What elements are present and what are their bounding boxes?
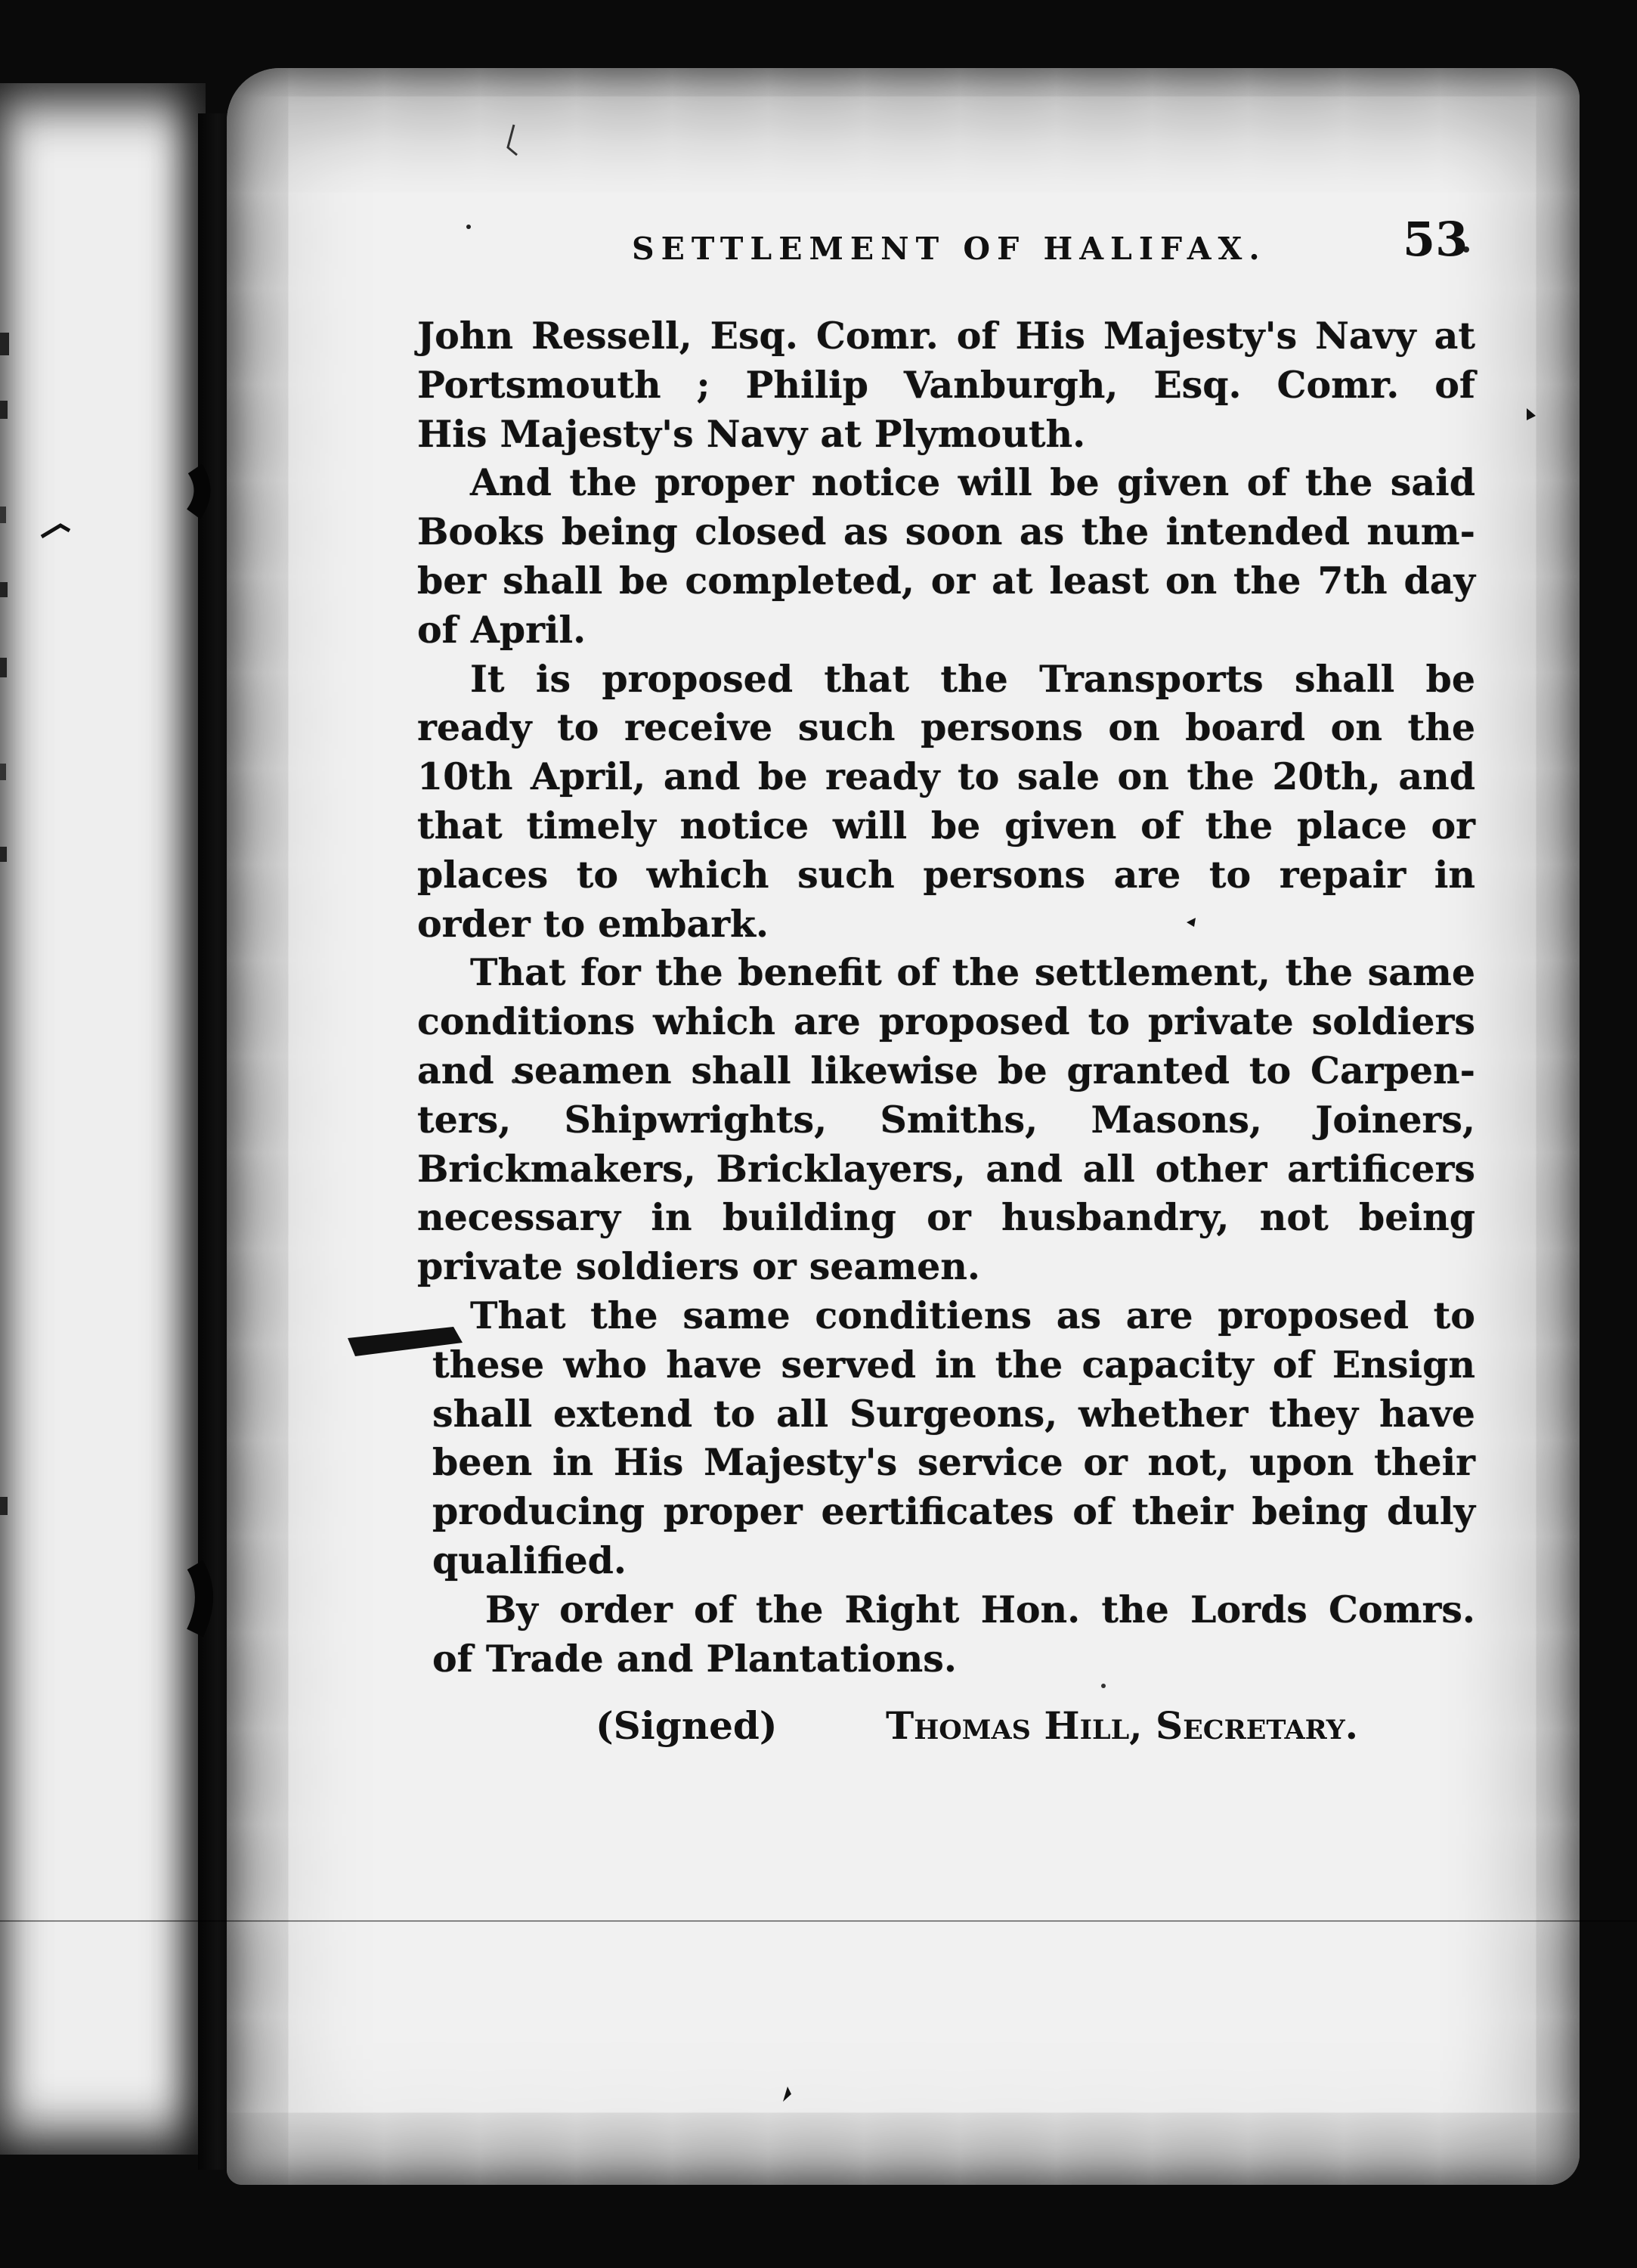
page-number: 53	[1403, 212, 1468, 267]
text-line: that timely notice will be given of the place or	[417, 803, 1475, 847]
scan-line	[0, 1920, 1637, 1922]
text-line: ready to receive such persons on board on the	[417, 705, 1475, 750]
signature-line	[0, 1703, 1637, 1756]
text-line: of Trade and Plantations.	[432, 1636, 957, 1681]
text-line: order to embark.	[417, 901, 769, 946]
text-line: of April.	[417, 607, 586, 652]
text-line: been in His Majesty's service or not, upon their	[432, 1440, 1475, 1485]
text-line: places to which such persons are to repair in	[417, 852, 1475, 897]
text-line: producing proper eertificates of their being duly	[432, 1489, 1475, 1534]
text-line: Books being closed as soon as the intended num-	[417, 510, 1475, 554]
text-line: necessary in building or husbandry, not being	[417, 1195, 1475, 1240]
text-line: And the proper notice will be given of the said	[470, 460, 1475, 505]
text-line: conditions which are proposed to private soldiers	[417, 999, 1475, 1044]
text-line: 10th April, and be ready to sale on the 20th, and	[417, 754, 1475, 799]
text-line: qualified.	[432, 1538, 627, 1582]
text-line: Brickmakers, Bricklayers, and all other artificers	[417, 1146, 1475, 1191]
running-head: SETTLEMENT OF HALIFAX.	[632, 231, 1267, 267]
signer-name: Thomas Hill, Secretary.	[886, 1703, 1359, 1748]
text-line: John Ressell, Esq. Comr. of His Majesty's Navy at	[417, 314, 1475, 358]
text-line: private soldiers or seamen.	[417, 1244, 980, 1289]
signed-label: (Signed)	[596, 1703, 778, 1748]
text-line: shall extend to all Surgeons, whether they have	[432, 1391, 1475, 1436]
text-line: ber shall be completed, or at least on the 7th day	[417, 558, 1475, 603]
body-text	[417, 311, 1475, 1683]
text-line: these who have served in the capacity of Ensign	[432, 1342, 1475, 1387]
text-line: and seamen shall likewise be granted to Carpen-	[417, 1048, 1475, 1092]
text-line: That for the benefit of the settlement, the same	[470, 950, 1475, 995]
text-line: Portsmouth ; Philip Vanburgh, Esq. Comr. of	[417, 362, 1475, 407]
text-line: That the same conditiens as are proposed to	[470, 1293, 1475, 1337]
text-line: His Majesty's Navy at Plymouth.	[417, 411, 1086, 456]
text-line: By order of the Right Hon. the Lords Comrs.	[485, 1587, 1475, 1631]
text-line: ters, Shipwrights, Smiths, Masons, Joiners,	[417, 1097, 1475, 1142]
text-line: It is proposed that the Transports shall be	[470, 656, 1475, 701]
